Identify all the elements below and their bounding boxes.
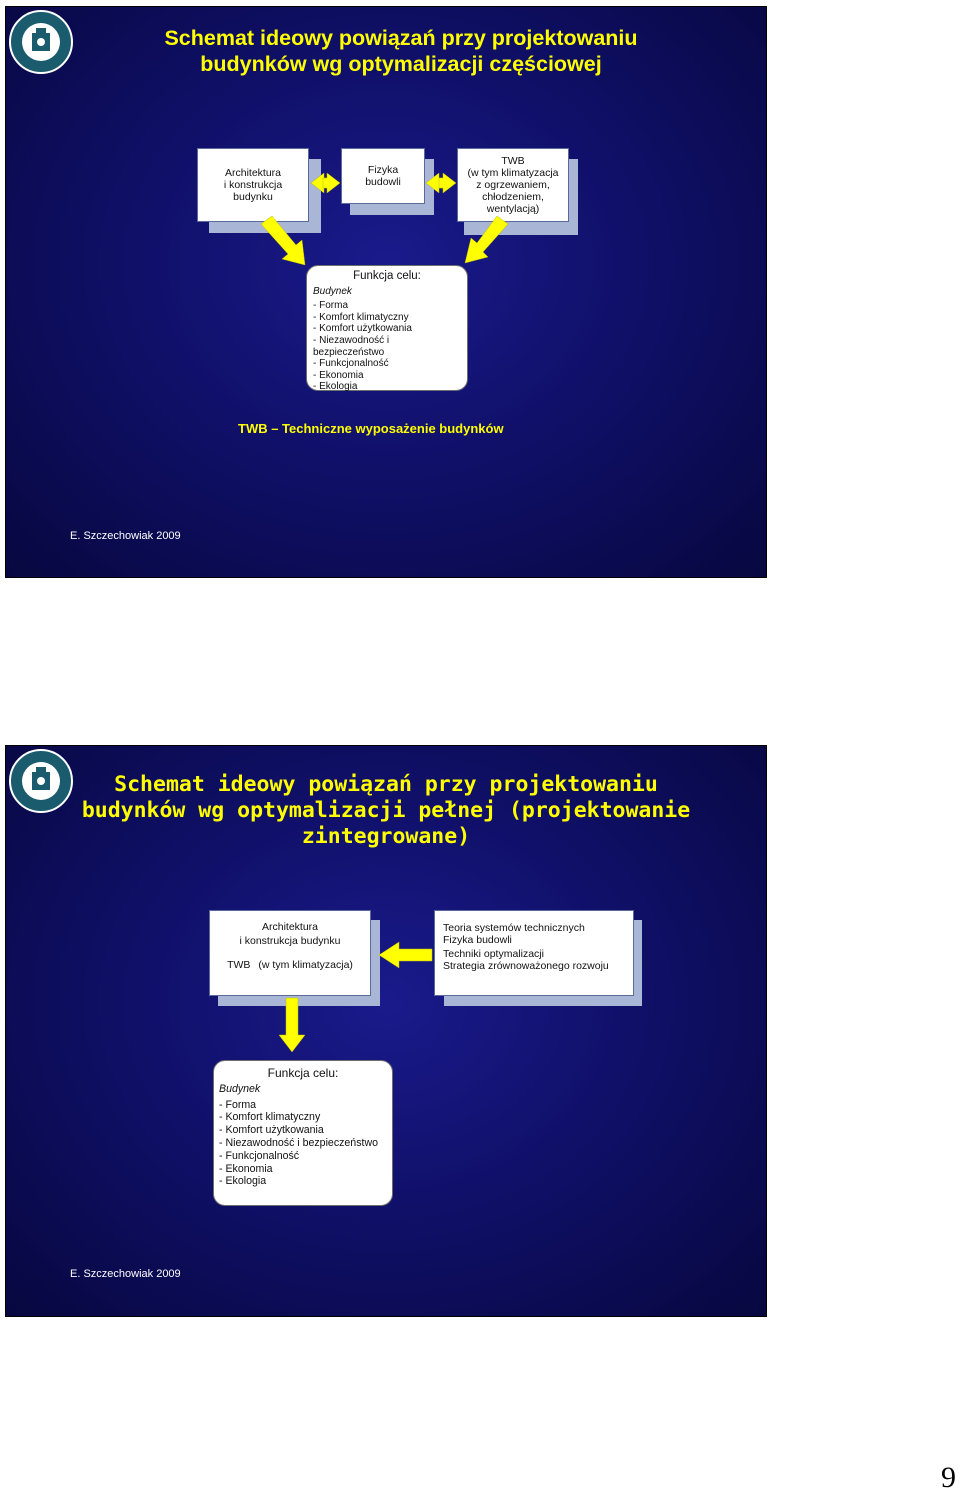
- arrow-down-left-icon: [465, 216, 508, 263]
- slide-title: Schemat ideowy powiązań przy projektowaniu budynków wg optymalizacji pełnej (projektowanie zintegrowane): [81, 772, 691, 849]
- goal-title: Funkcja celu:: [353, 270, 421, 282]
- slide-2: [5, 745, 767, 1317]
- double-arrow-icon: [426, 173, 456, 193]
- building-physics-box: Fizyka budowli: [341, 148, 425, 204]
- author-credit: E. Szczechowiak 2009: [70, 1268, 181, 1280]
- list-item: - Forma: [219, 1098, 257, 1111]
- list-item: - Funkcjonalność: [219, 1149, 300, 1162]
- list-item: - Ekologia: [313, 381, 358, 393]
- list-item: - Funkcjonalność: [313, 358, 389, 370]
- page-number: 9: [941, 1461, 956, 1494]
- goal-title: Funkcja celu:: [267, 1066, 339, 1080]
- architecture-box: Architektura i konstrukcja budynku TWB (w tym klimatyzacja): [209, 910, 371, 996]
- legend-text: TWB – Techniczne wyposażenie budynków: [238, 421, 504, 436]
- list-item: - Ekonomia: [219, 1162, 273, 1175]
- goal-subject: Budynek: [219, 1082, 261, 1095]
- arrows-layer: [6, 746, 766, 1316]
- arrow-down-right-icon: [261, 216, 305, 265]
- arrow-down-icon: [279, 998, 305, 1052]
- knowledge-box: Teoria systemów technicznych Fizyka budowli Techniki optymalizacji Strategia zrównoważonego rozwoju: [434, 910, 634, 996]
- list-item: - Komfort klimatyczny: [313, 311, 409, 323]
- list-item: - Komfort użytkowania: [219, 1124, 324, 1137]
- architecture-box: Architektura i konstrukcja budynku: [197, 148, 309, 222]
- list-item: - Komfort klimatyczny: [219, 1111, 321, 1124]
- arrows-layer: [6, 7, 766, 577]
- arrow-left-icon: [379, 942, 432, 968]
- double-arrow-icon: [311, 173, 340, 193]
- slide-1: [5, 6, 767, 578]
- list-item: - Niezawodność i bezpieczeństwo: [219, 1136, 378, 1149]
- list-item: - Ekologia: [219, 1175, 267, 1188]
- goal-subject: Budynek: [313, 285, 352, 297]
- twb-box: TWB (w tym klimatyzacja z ogrzewaniem, chłodzeniem, wentylacją): [457, 148, 569, 222]
- author-credit: E. Szczechowiak 2009: [70, 530, 181, 542]
- list-item: - Forma: [313, 300, 348, 312]
- list-item: - Niezawodność i bezpieczeństwo: [313, 334, 390, 358]
- slide-title: Schemat ideowy powiązań przy projektowaniu budynków wg optymalizacji częściowej: [164, 26, 638, 76]
- list-item: - Komfort użytkowania: [313, 323, 412, 335]
- list-item: - Ekonomia: [313, 369, 364, 381]
